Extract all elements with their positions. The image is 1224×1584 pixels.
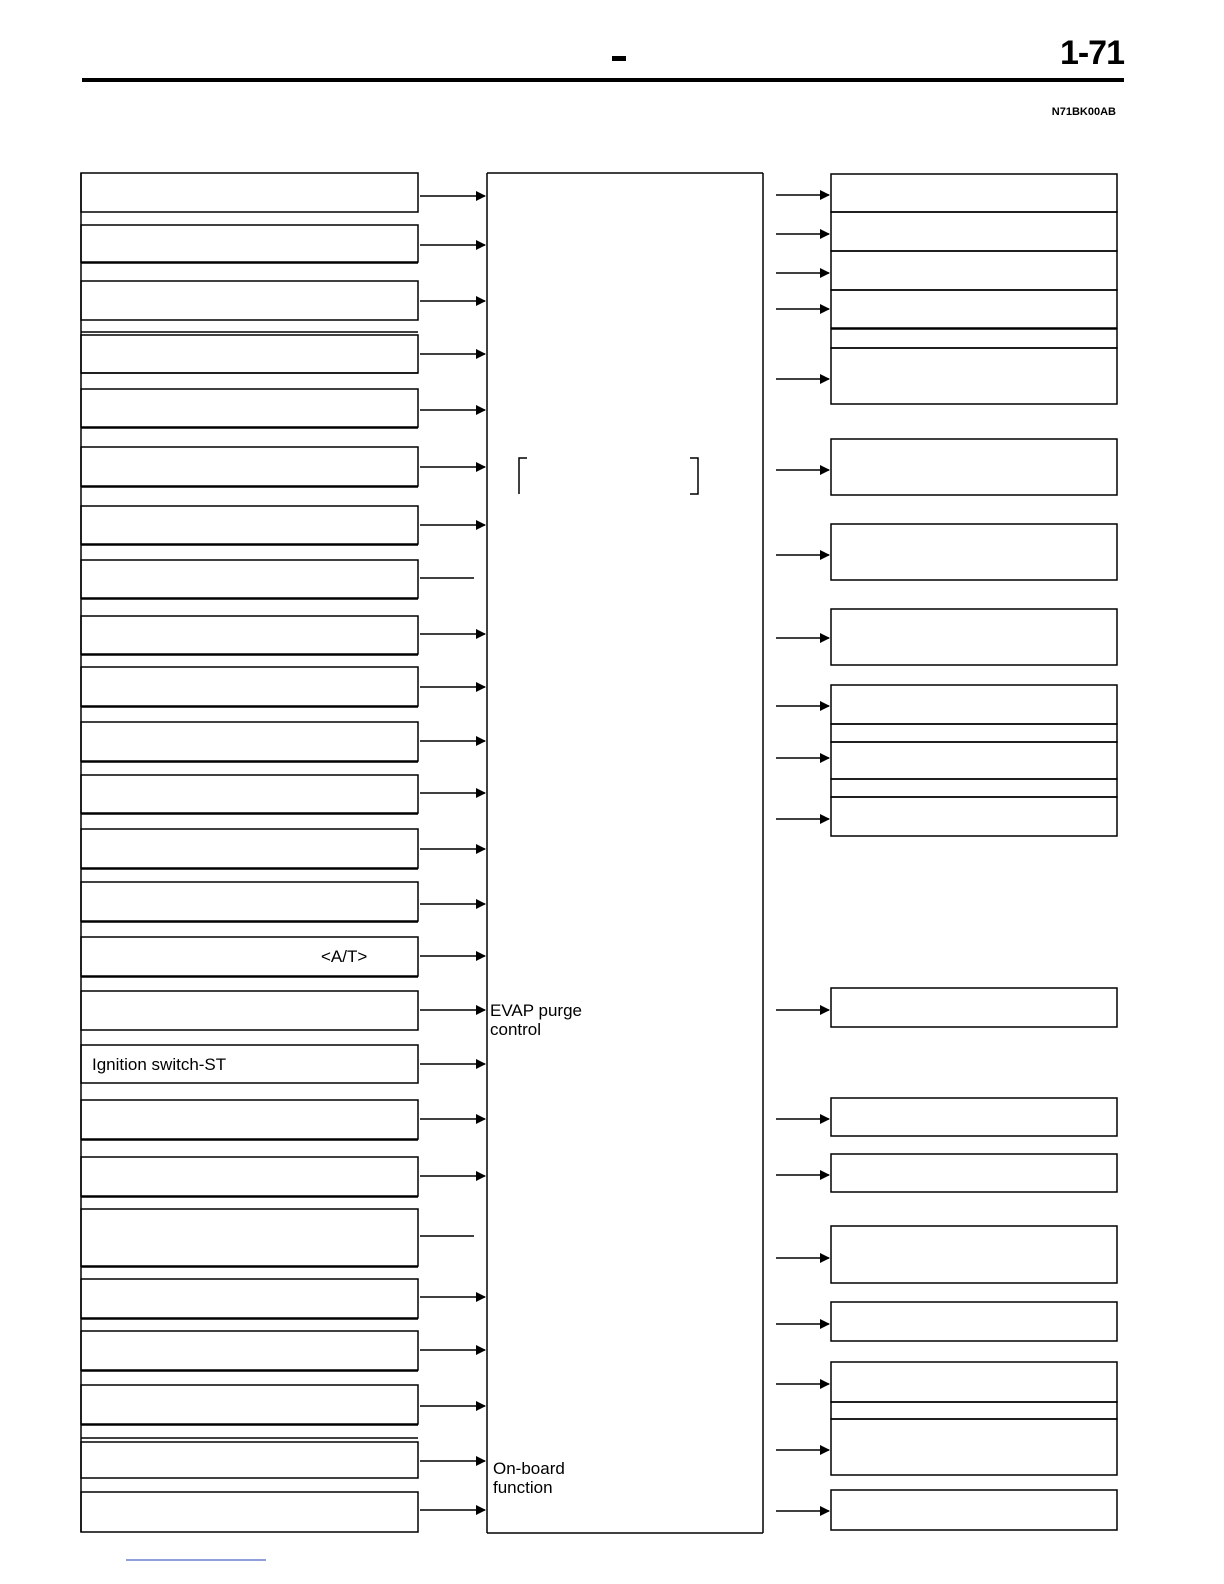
onboard-function-label: On-board function <box>493 1459 565 1497</box>
output-boxes <box>126 174 1117 1560</box>
input-box-21 <box>81 1279 418 1318</box>
output-box-12 <box>831 742 1117 779</box>
input-box-4 <box>81 335 418 373</box>
output-box-23 <box>831 1490 1117 1530</box>
at-label: <A/T> <box>321 947 368 966</box>
output-box-20 <box>831 1362 1117 1402</box>
input-box-16 <box>81 991 418 1030</box>
evap-purge-control-label: EVAP purge control <box>490 1001 582 1039</box>
document-code: N71BK00AB <box>1051 106 1116 118</box>
output-box-9 <box>831 609 1117 665</box>
output-box-14 <box>831 797 1117 836</box>
output-box-21 <box>831 1402 1117 1419</box>
output-box-18 <box>831 1226 1117 1283</box>
input-boxes <box>81 173 418 1532</box>
bracket-right <box>690 458 698 494</box>
input-box-7 <box>81 506 418 544</box>
input-box-23 <box>81 1385 418 1424</box>
output-box-5 <box>831 329 1117 348</box>
input-box-15 <box>81 937 418 976</box>
input-box-13 <box>81 829 418 868</box>
input-box-14 <box>81 882 418 921</box>
output-box-15 <box>831 988 1117 1027</box>
output-box-22 <box>831 1419 1117 1475</box>
pcm-block <box>487 173 763 1533</box>
input-box-5 <box>81 389 418 427</box>
output-box-10 <box>831 685 1117 724</box>
input-box-20 <box>81 1209 418 1266</box>
output-box-1 <box>831 174 1117 212</box>
output-box-4 <box>831 290 1117 328</box>
input-box-12 <box>81 775 418 813</box>
bracket-left <box>519 458 527 494</box>
output-arrows <box>776 195 829 1511</box>
input-box-24 <box>81 1442 418 1478</box>
page-number: 1-71 <box>1059 34 1124 72</box>
input-box-1 <box>81 173 418 212</box>
input-box-25 <box>81 1492 418 1532</box>
input-arrows <box>420 196 485 1510</box>
input-box-22 <box>81 1331 418 1370</box>
output-box-17 <box>831 1154 1117 1192</box>
output-box-16 <box>831 1098 1117 1136</box>
input-box-19 <box>81 1157 418 1196</box>
input-box-9 <box>81 616 418 654</box>
output-box-8 <box>831 524 1117 580</box>
input-box-18 <box>81 1100 418 1139</box>
input-box-11 <box>81 722 418 761</box>
input-box-10 <box>81 667 418 706</box>
input-box-3 <box>81 281 418 320</box>
output-box-2 <box>831 212 1117 251</box>
ignition-switch-st-label: Ignition switch-ST <box>92 1055 227 1074</box>
output-box-19 <box>831 1302 1117 1341</box>
output-box-7 <box>831 439 1117 495</box>
output-box-6 <box>831 348 1117 404</box>
input-box-2 <box>81 225 418 262</box>
output-box-3 <box>831 251 1117 290</box>
output-box-11 <box>831 724 1117 742</box>
input-box-6 <box>81 447 418 486</box>
input-box-8 <box>81 560 418 598</box>
output-box-13 <box>831 779 1117 797</box>
